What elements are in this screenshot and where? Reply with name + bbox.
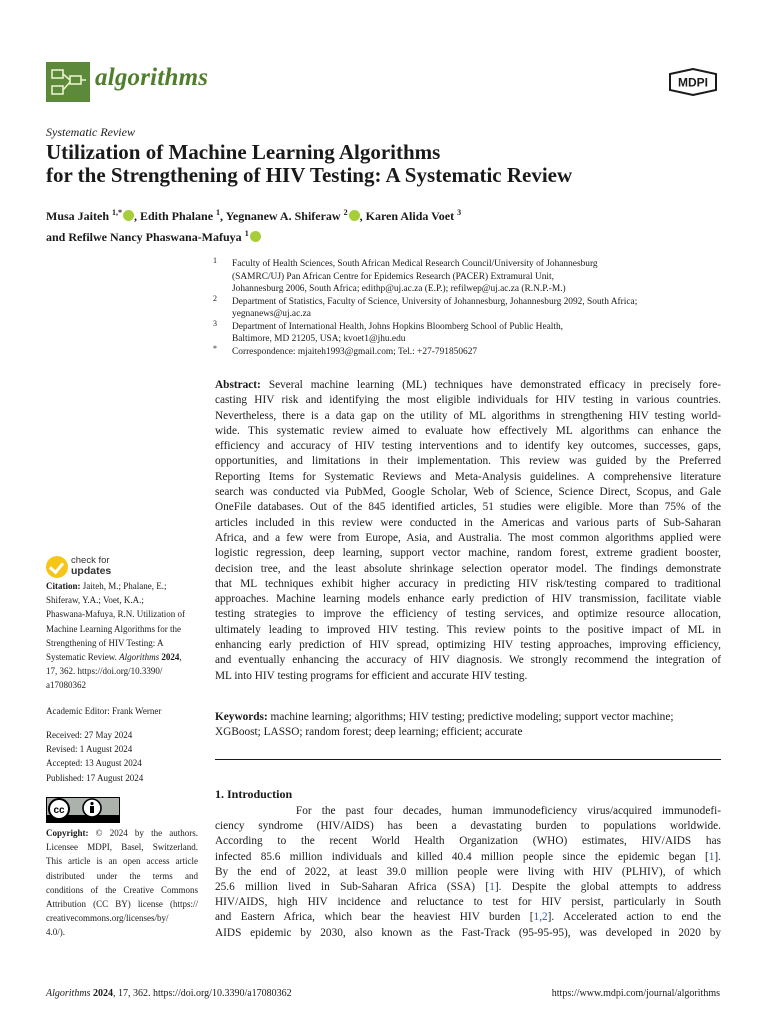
affiliation-line[interactable]: Johannesburg 2006, South Africa; edithp@uj.ac.za (E.P.); refilwep@uj.ac.za (R.N.P.-M.) <box>232 284 566 294</box>
abstract-line: logistic regression, deep learning, support vector machine, random forest, extreme gradient booster, <box>215 547 721 560</box>
date-published: Published: 17 August 2024 <box>46 772 144 783</box>
abstract-line: wide. This systematic review aimed to evaluate how effectively ML algorithms can enhance the <box>215 424 721 437</box>
abstract-line: and eventually enhancing the accuracy of HIV diagnosis. We strongly recommend the integration of <box>215 654 721 667</box>
svg-text:cc: cc <box>53 805 65 816</box>
abstract-line: testing strategies to improve the efficiency of testing services, and optimize resource allocation, <box>215 608 721 621</box>
footer-journal-url[interactable]: https://www.mdpi.com/journal/algorithms <box>551 988 720 999</box>
abstract-line: articles included in this review were conducted in the Americas and various parts of Sub-Saharan <box>215 516 721 529</box>
abstract-line: Africa, and a few were from Europe, Asia, and Australia. The most common algorithms applied were <box>215 531 721 544</box>
title-line: Utilization of Machine Learning Algorithms <box>46 140 441 164</box>
publisher-logo[interactable] <box>666 68 720 96</box>
title-line: for the Strengthening of HIV Testing: A Systematic Review <box>46 163 573 187</box>
copyright-line: conditions of the Creative Commons <box>46 884 198 895</box>
citation-block <box>46 579 198 693</box>
introduction-line: and Eastern Africa, which bear the heaviest HIV burden [1,2]. Accelerated action to end the <box>215 911 721 924</box>
reference-link[interactable]: 1,2 <box>533 911 548 924</box>
journal-name[interactable]: algorithms <box>95 64 209 91</box>
affiliation-item <box>213 318 723 346</box>
correspondence-line[interactable]: Correspondence: mjaiteh1993@gmail.com; Tel.: +27-791850627 <box>232 346 478 357</box>
abstract-line: enhancing early prediction of HIV spread, optimizing HIV testing approaches, improving efficiency, <box>215 639 721 652</box>
checkmark-icon <box>46 556 68 578</box>
introduction-line: AIDS epidemic by 2030, also known as the Fast-Track (95-95-95), was developed in 2020 by <box>215 926 721 939</box>
date-received: Received: 27 May 2024 <box>46 730 133 740</box>
affiliation-mark: 1 <box>213 256 217 265</box>
abstract-line: Nevertheless, there is a data gap on the utility of ML algorithms in strengthening HIV testing world- <box>215 409 721 422</box>
affiliation-line[interactable]: Baltimore, MD 21205, USA; kvoet1@jhu.edu <box>232 334 406 344</box>
abstract-line: ML into HIV testing programs for efficient and accurate HIV testing. <box>215 669 528 682</box>
affiliation-line: Department of International Health, Johns Hopkins Bloomberg School of Public Health, <box>232 321 564 332</box>
keywords <box>215 710 721 741</box>
citation-line: Systematic Review. Algorithms 2024, <box>46 652 182 663</box>
article-type: Systematic Review <box>46 125 135 139</box>
check-updates-line2: updates <box>71 565 112 577</box>
affiliation-line: Faculty of Health Sciences, South African Medical Research Council/University of Johannesburg <box>232 259 598 269</box>
abstract-line: approaches. Machine learning models enhance early prediction of HIV transmission, facilitate viable <box>215 593 721 606</box>
introduction-line: By the end of 2022, at least 39.0 million people were living with HIV (PLHIV), of which <box>215 865 721 878</box>
publisher-name: MDPI <box>678 75 708 90</box>
introduction-body <box>215 804 721 941</box>
abstract-line: decision tree, and the least absolute shrinkage selection operator model. The findings demonstrate <box>215 562 721 575</box>
copyright-line: distributed under the terms and <box>46 870 198 881</box>
abstract <box>215 378 721 684</box>
date-revised: Revised: 1 August 2024 <box>46 744 133 755</box>
citation-doi-line[interactable]: 17, 362. https://doi.org/10.3390/ <box>46 666 163 677</box>
affiliations <box>213 258 723 358</box>
author-name[interactable]: Musa Jaiteh <box>46 209 109 223</box>
academic-editor: Academic Editor: Frank Werner <box>46 706 162 716</box>
keywords-line: XGBoost; LASSO; random forest; deep learning; efficient; accurate <box>215 726 523 739</box>
abstract-label: Abstract: <box>215 379 261 391</box>
citation-line: Strengthening of HIV Testing: A <box>46 637 164 648</box>
citation-doi-line[interactable]: a17080362 <box>46 680 86 691</box>
author-name[interactable]: Edith Phalane <box>140 209 214 223</box>
keywords-label: Keywords: <box>215 711 268 723</box>
orcid-icon[interactable] <box>349 210 360 221</box>
copyright-block <box>46 826 198 940</box>
introduction-line: HIV/AIDS, high HIV incidence and reluctance to test for HIV persist, particularly in South <box>215 896 721 909</box>
citation-line: Machine Learning Algorithms for the <box>46 623 181 634</box>
date-accepted: Accepted: 13 August 2024 <box>46 758 142 769</box>
affiliation-item <box>213 293 723 321</box>
copyright-line: 4.0/). <box>46 927 65 938</box>
copyright-line: This article is an open access article <box>46 856 198 867</box>
footer-citation[interactable]: Algorithms 2024, 17, 362. https://doi.org/10.3390/a17080362 <box>46 988 292 999</box>
section-divider <box>215 759 721 760</box>
author-list: Musa Jaiteh $^{1,*}$ , Edith Phalane $^1$, Yegnanew A. Shiferaw $^2$ , Karen Alida Voet $^3$ and Refilwe Nancy Phaswana-Mafuya $^1$ <box>46 208 462 244</box>
abstract-line: efficiency and accuracy of HIV testing interventions and to identify key outcomes, successes, gaps, <box>215 440 721 453</box>
author-name[interactable]: Yegnanew A. Shiferaw <box>225 209 341 223</box>
citation-line: Shiferaw, Y.A.; Voet, K.A.; <box>46 595 144 606</box>
author-affil-mark: 1 <box>216 208 221 217</box>
copyright-line: © 2024 by the authors. <box>88 828 198 838</box>
affiliation-line: (SAMRC/UJ) Pan African Centre for Epidemics Research (PACER) Extramural Unit, <box>232 271 554 282</box>
abstract-line: that ML techniques exhibit higher accuracy in predicting HIV risk/testing compared to traditional <box>215 577 721 590</box>
citation-line: Jaiteh, M.; Phalane, E.; <box>80 581 167 591</box>
orcid-icon[interactable] <box>123 210 134 221</box>
journal-logo <box>46 62 90 102</box>
copyright-label: Copyright: <box>46 828 89 838</box>
author-conjunction: and <box>46 230 69 244</box>
abstract-line: OneFile databases. Out of the 845 identified articles, 51 studies were eligible. More than 75% of the <box>215 501 721 514</box>
citation-line: Phaswana-Mafuya, R.N. Utilization of <box>46 609 185 620</box>
correspondence <box>213 343 723 359</box>
author-affil-mark: 1,* <box>112 208 122 217</box>
author-affil-mark: 2 <box>343 208 348 217</box>
section-heading: 1. Introduction <box>215 787 293 801</box>
introduction-line: ciency syndrome (HIV/AIDS) has been a devastating burden to populations worldwide. <box>215 820 721 833</box>
copyright-line[interactable]: Attribution (CC BY) license (https:// <box>46 899 198 910</box>
author-name[interactable]: Karen Alida Voet <box>365 209 455 223</box>
abstract-line: opportunities, and limitations in their implementation. This review was guided by the Preferred <box>215 455 721 468</box>
keywords-line: Keywords: machine learning; algorithms; HIV testing; predictive modeling; support vector machine; <box>215 711 674 723</box>
copyright-line[interactable]: creativecommons.org/licenses/by/ <box>46 913 169 924</box>
introduction-line: 25.6 million lived in Sub-Saharan Africa (SSA) [1]. Despite the global attempts to address <box>215 880 721 893</box>
affiliation-line: Department of Statistics, Faculty of Science, University of Johannesburg, Johannesburg 2092, South Africa; <box>232 296 638 307</box>
article-title <box>46 141 736 187</box>
citation-label: Citation: <box>46 581 81 591</box>
introduction-line: For the past four decades, human immunodeficiency virus/acquired immunodefi- <box>215 805 721 817</box>
abstract-line: casting HIV risk and identifying the most eligible individuals for HIV testing in various countries. <box>215 394 721 407</box>
author-affil-mark: 3 <box>457 208 462 217</box>
author-name[interactable]: Refilwe Nancy Phaswana-Mafuya <box>68 230 242 244</box>
reference-link[interactable]: 1 <box>708 850 715 863</box>
correspondence-mark: * <box>213 343 217 353</box>
abstract-line: ultimately leading to improved HIV testing. This review points to the positive impact of ML in <box>215 623 721 636</box>
cc-by-license-badge[interactable] <box>46 797 120 823</box>
affiliation-line[interactable]: yegnanews@uj.ac.za <box>232 309 311 319</box>
abstract-line: Abstract: Several machine learning (ML) techniques have demonstrated efficacy in precisely fore- <box>215 379 721 391</box>
affiliation-mark: 2 <box>213 293 217 303</box>
orcid-icon[interactable] <box>250 231 261 242</box>
affiliation-item <box>213 258 723 296</box>
check-for-updates-badge[interactable] <box>46 556 196 580</box>
abstract-line: search was conducted via PubMed, Google Scholar, Web of Science, Science Direct, Scopus, and Gale <box>215 486 721 499</box>
publication-dates <box>46 728 198 785</box>
copyright-line: Licensee MDPI, Basel, Switzerland. <box>46 842 198 853</box>
abstract-line: Reporting Items for Systematic Reviews and Meta-Analysis guidelines. A comprehensive literature <box>215 470 721 483</box>
reference-link[interactable]: 1 <box>489 880 495 893</box>
affiliation-mark: 3 <box>213 318 217 328</box>
introduction-line: According to the recent World Health Organization (WHO) estimates, HIV/AIDS has <box>215 835 721 848</box>
author-affil-mark: 1 <box>244 229 249 238</box>
check-updates-line1: check for <box>71 555 110 566</box>
introduction-line: infected 85.6 million individuals and killed 40.4 million people since the epidemic began [1]. <box>215 850 721 863</box>
